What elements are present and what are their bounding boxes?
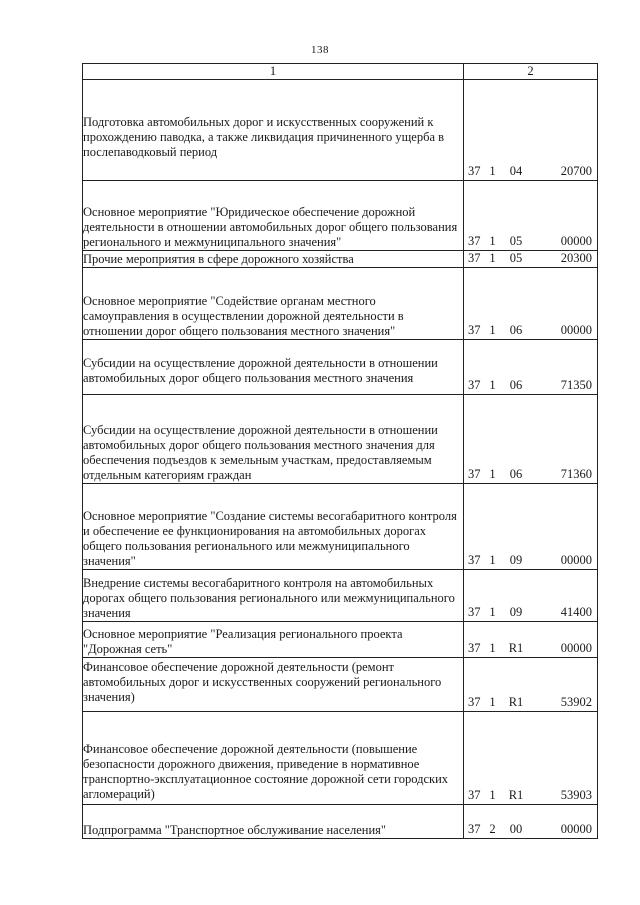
code-program: 37 <box>468 164 481 178</box>
table-header-row <box>83 64 598 80</box>
row-code <box>464 712 598 805</box>
row-description: Подпрограмма "Транспортное обслуживание населения" <box>83 805 464 839</box>
table-row <box>83 570 598 622</box>
row-description: Финансовое обеспечение дорожной деятельности (ремонт автомобильных дорог и искусственных сооружений регионального значения) <box>83 658 464 712</box>
row-description: Основное мероприятие "Создание системы весогабаритного контроля и обеспечение ее функционирования на автомобильных дорогах общего пользования регионального или межмуниципального значения" <box>83 484 464 570</box>
code-program: 37 <box>468 251 481 265</box>
code-direction: 53902 <box>560 695 592 709</box>
code-direction: 00000 <box>560 641 592 655</box>
code-direction: 00000 <box>560 234 592 248</box>
table-row <box>83 805 598 839</box>
table-row <box>83 395 598 484</box>
code-program: 37 <box>468 788 481 802</box>
code-direction: 00000 <box>560 323 592 337</box>
code-subprogram: 1 <box>489 378 496 392</box>
budget-classification-table <box>82 63 598 839</box>
row-code <box>464 805 598 839</box>
row-code <box>464 484 598 570</box>
row-description: Прочие мероприятия в сфере дорожного хозяйства <box>83 251 464 268</box>
table-row <box>83 268 598 340</box>
row-description: Основное мероприятие "Содействие органам местного самоуправления в осуществлении дорожной деятельности в отношении дорог общего пользования местного значения" <box>83 268 464 340</box>
row-description: Внедрение системы весогабаритного контроля на автомобильных дорогах общего пользования регионального или межмуниципального значения <box>83 570 464 622</box>
row-description: Финансовое обеспечение дорожной деятельности (повышение безопасности дорожного движения, приведение в нормативное транспортно-эксплуатационное состояние дорожной сети городских агломераций) <box>83 712 464 805</box>
row-code <box>464 570 598 622</box>
code-measure: 09 <box>509 605 523 619</box>
page-number: 138 <box>311 44 329 56</box>
code-subprogram: 1 <box>489 605 496 619</box>
code-program: 37 <box>468 323 481 337</box>
code-measure: R1 <box>508 788 524 802</box>
row-description: Основное мероприятие "Реализация регионального проекта "Дорожная сеть" <box>83 622 464 658</box>
code-measure: 05 <box>509 234 523 248</box>
code-measure: 04 <box>509 164 523 178</box>
code-measure: 09 <box>509 553 523 567</box>
code-program: 37 <box>468 234 481 248</box>
code-program: 37 <box>468 467 481 481</box>
code-direction: 41400 <box>560 605 592 619</box>
code-program: 37 <box>468 822 481 836</box>
code-subprogram: 1 <box>489 788 496 802</box>
code-measure: 06 <box>509 467 523 481</box>
code-program: 37 <box>468 641 481 655</box>
table-row <box>83 658 598 712</box>
code-subprogram: 1 <box>489 641 496 655</box>
row-description: Субсидии на осуществление дорожной деятельности в отношении автомобильных дорог общего пользования местного значения для обеспечения подъездов к земельным участкам, предоставляемым отдельным категориям граждан <box>83 395 464 484</box>
row-description: Основное мероприятие "Юридическое обеспечение дорожной деятельности в отношении автомобильных дорог общего пользования регионального и межмуниципального значения" <box>83 181 464 251</box>
table-row <box>83 80 598 181</box>
row-code <box>464 268 598 340</box>
column-header-1: 1 <box>83 64 464 80</box>
code-program: 37 <box>468 553 481 567</box>
code-subprogram: 1 <box>489 467 496 481</box>
code-measure: 05 <box>509 251 523 265</box>
code-subprogram: 1 <box>489 695 496 709</box>
row-code <box>464 395 598 484</box>
code-program: 37 <box>468 378 481 392</box>
code-subprogram: 1 <box>489 323 496 337</box>
code-subprogram: 1 <box>489 553 496 567</box>
code-measure: 06 <box>509 378 523 392</box>
code-direction: 00000 <box>560 553 592 567</box>
code-measure: R1 <box>508 641 524 655</box>
code-direction: 20700 <box>560 164 592 178</box>
table-row <box>83 340 598 395</box>
code-subprogram: 2 <box>489 822 496 836</box>
table-row <box>83 622 598 658</box>
row-code <box>464 181 598 251</box>
code-direction: 20300 <box>560 251 592 265</box>
code-measure: 00 <box>509 822 523 836</box>
table-row <box>83 251 598 268</box>
code-measure: 06 <box>509 323 523 337</box>
row-code <box>464 658 598 712</box>
row-code <box>464 251 598 268</box>
row-code <box>464 80 598 181</box>
code-direction: 71360 <box>560 467 592 481</box>
row-description: Субсидии на осуществление дорожной деятельности в отношении автомобильных дорог общего пользования местного значения <box>83 340 464 395</box>
code-program: 37 <box>468 695 481 709</box>
code-subprogram: 1 <box>489 251 496 265</box>
row-code <box>464 340 598 395</box>
row-description: Подготовка автомобильных дорог и искусственных сооружений к прохождению паводка, а также ликвидация причиненного ущерба в послепаводковый период <box>83 80 464 181</box>
table-row <box>83 181 598 251</box>
code-subprogram: 1 <box>489 234 496 248</box>
row-code <box>464 622 598 658</box>
column-header-2: 2 <box>464 64 598 80</box>
table-row <box>83 484 598 570</box>
code-direction: 53903 <box>560 788 592 802</box>
code-program: 37 <box>468 605 481 619</box>
code-subprogram: 1 <box>489 164 496 178</box>
code-measure: R1 <box>508 695 524 709</box>
code-direction: 71350 <box>560 378 592 392</box>
table-row <box>83 712 598 805</box>
code-direction: 00000 <box>560 822 592 836</box>
